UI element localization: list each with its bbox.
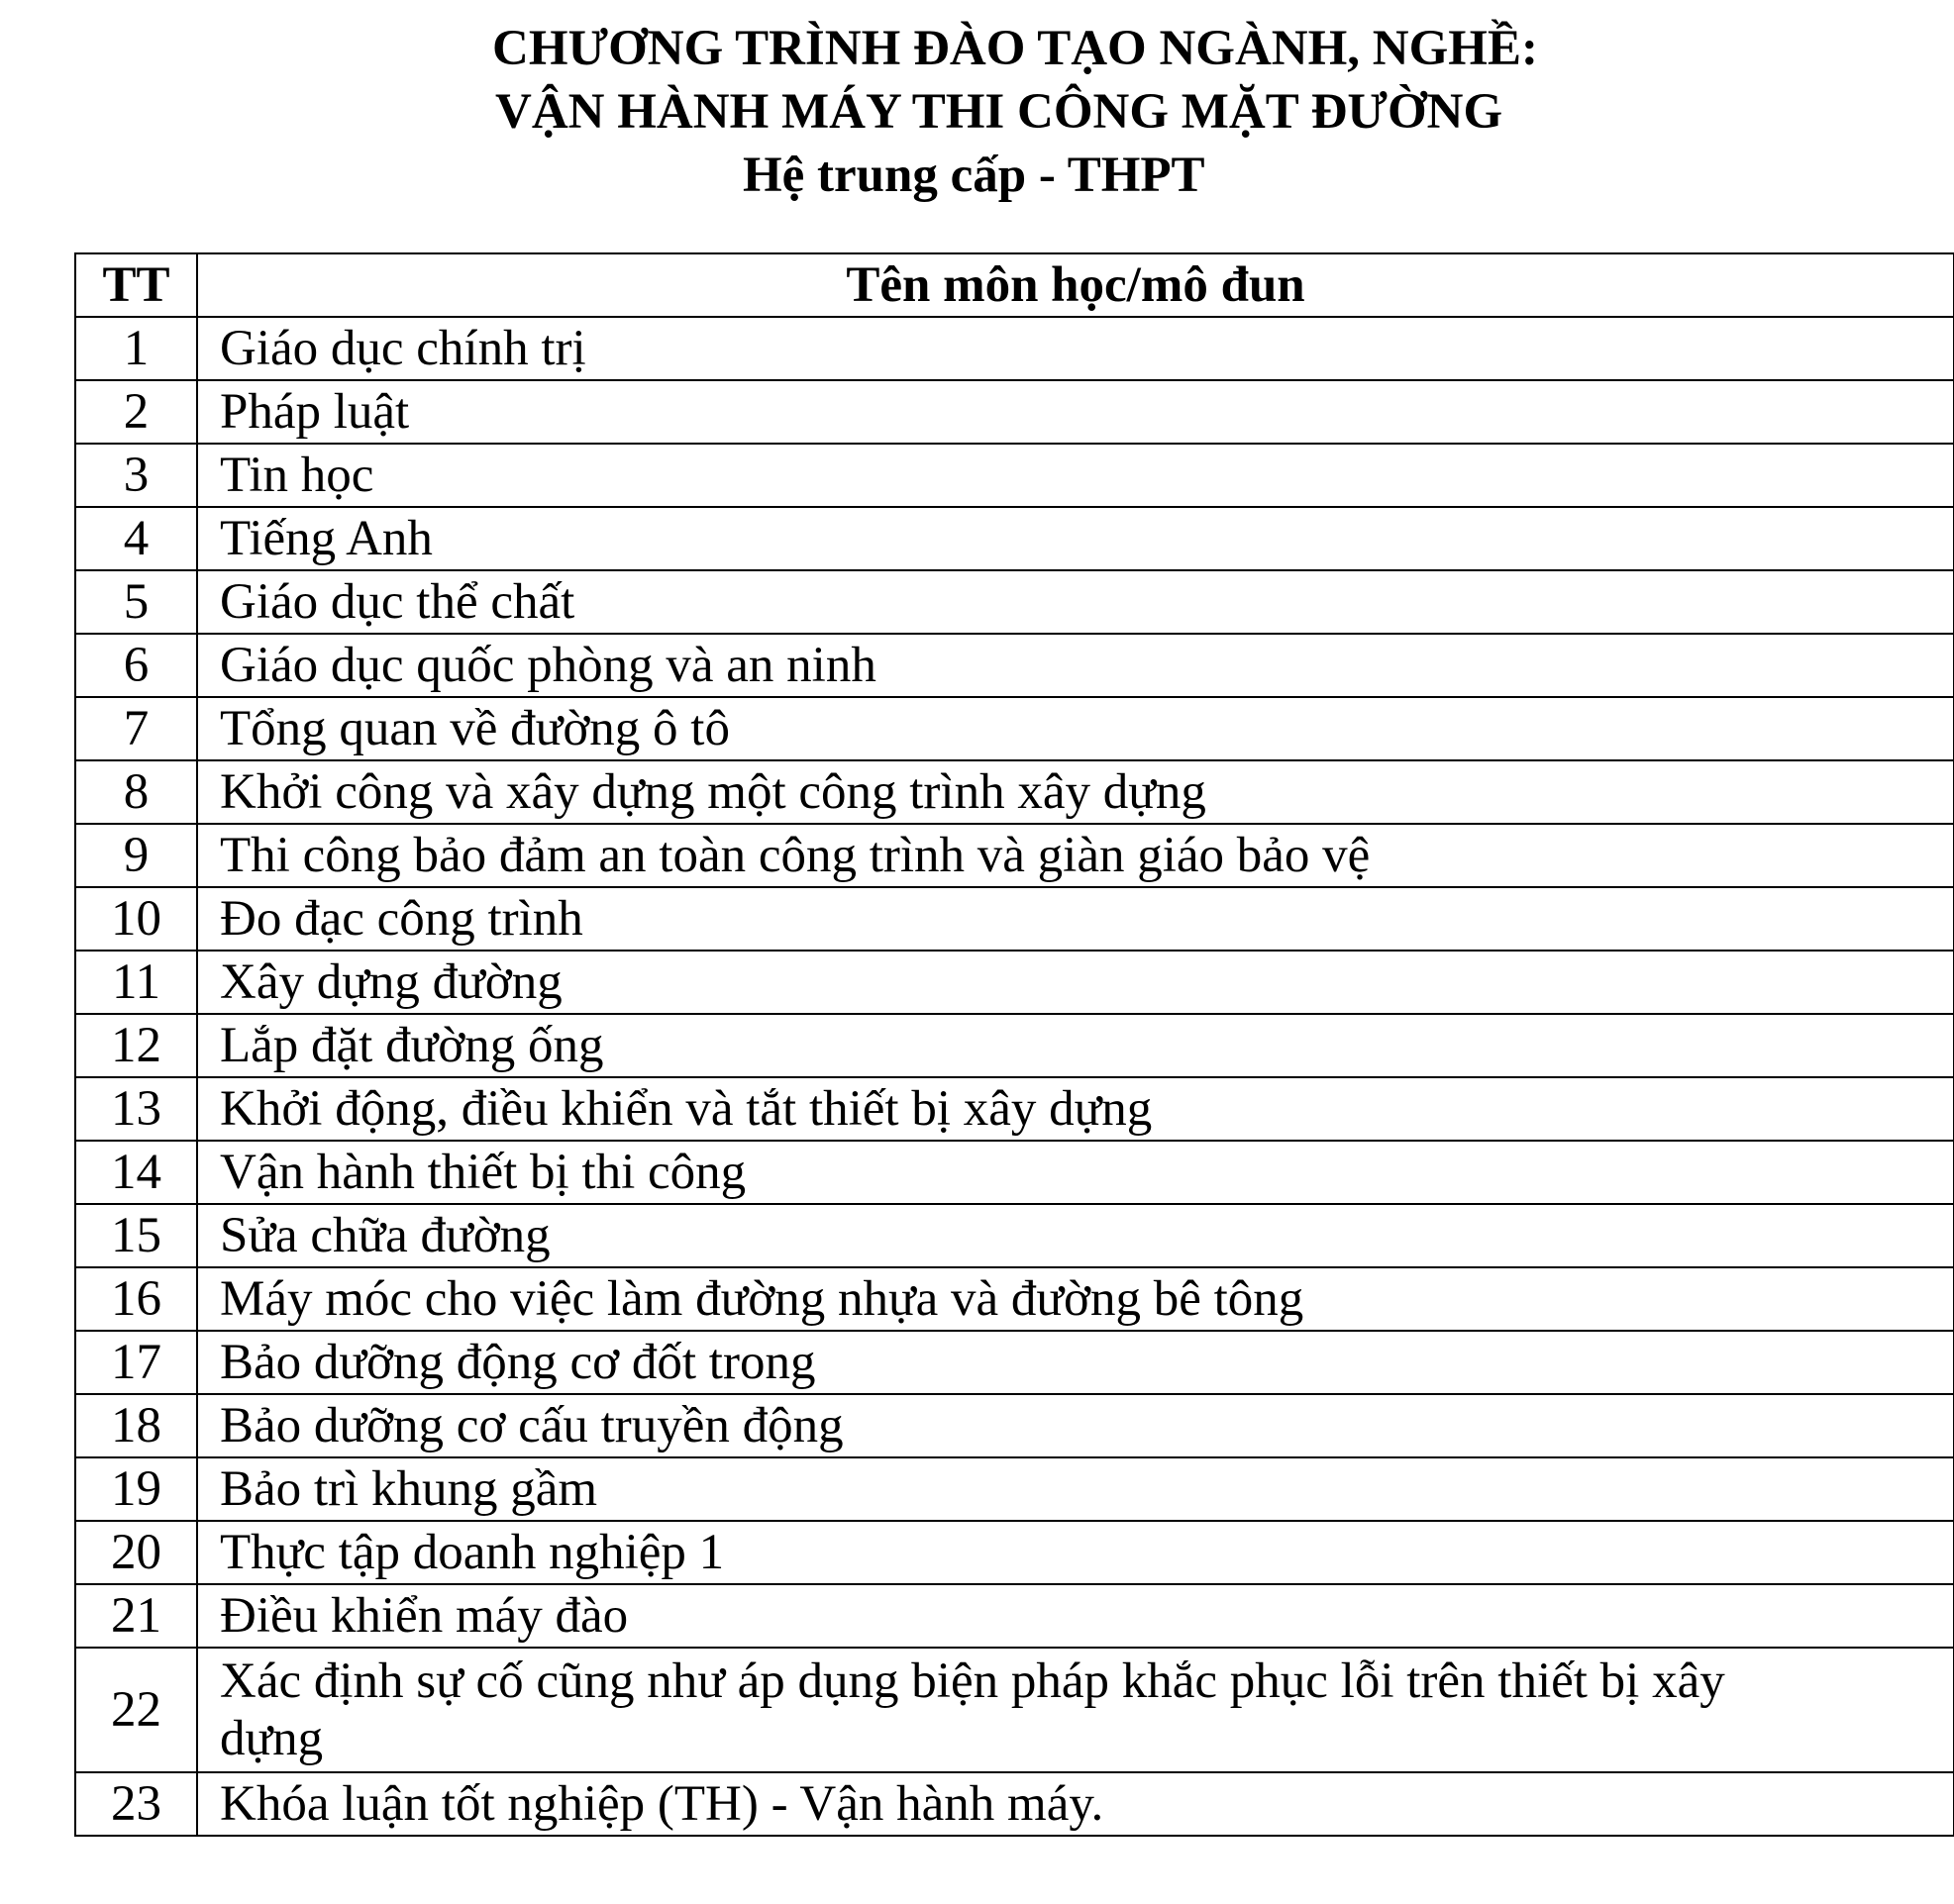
course-name: Điều khiển máy đào bbox=[197, 1584, 1954, 1648]
table-row bbox=[75, 634, 1954, 697]
row-number: 11 bbox=[75, 951, 197, 1014]
course-name: Bảo dưỡng động cơ đốt trong bbox=[197, 1331, 1954, 1394]
course-name: Khóa luận tốt nghiệp (TH) - Vận hành máy. bbox=[197, 1772, 1954, 1836]
course-name: Khởi động, điều khiển và tắt thiết bị xây dựng bbox=[197, 1077, 1954, 1141]
course-name: Giáo dục quốc phòng và an ninh bbox=[197, 634, 1954, 697]
table-row bbox=[75, 1521, 1954, 1584]
course-name: Tổng quan về đường ô tô bbox=[197, 697, 1954, 760]
row-number: 6 bbox=[75, 634, 197, 697]
document-subtitle: VẬN HÀNH MÁY THI CÔNG MẶT ĐƯỜNG bbox=[495, 84, 1503, 140]
course-name: Thực tập doanh nghiệp 1 bbox=[197, 1521, 1954, 1584]
table-row bbox=[75, 1204, 1954, 1267]
row-number: 10 bbox=[75, 887, 197, 951]
table-row bbox=[75, 380, 1954, 444]
course-table-body bbox=[75, 317, 1954, 1836]
table-row bbox=[75, 1141, 1954, 1204]
table-row bbox=[75, 507, 1954, 570]
row-number: 4 bbox=[75, 507, 197, 570]
header-course-name: Tên môn học/mô đun bbox=[197, 253, 1954, 317]
row-number: 12 bbox=[75, 1014, 197, 1077]
table-row bbox=[75, 1014, 1954, 1077]
document-title: CHƯƠNG TRÌNH ĐÀO TẠO NGÀNH, NGHỀ: bbox=[492, 21, 1538, 76]
table-row bbox=[75, 317, 1954, 380]
row-number: 1 bbox=[75, 317, 197, 380]
table-row bbox=[75, 1457, 1954, 1521]
table-row bbox=[75, 887, 1954, 951]
row-number: 15 bbox=[75, 1204, 197, 1267]
course-name: Xác định sự cố cũng như áp dụng biện pháp khắc phục lỗi trên thiết bị xây dựng bbox=[197, 1648, 1954, 1772]
course-name: Đo đạc công trình bbox=[197, 887, 1954, 951]
course-name: Máy móc cho việc làm đường nhựa và đường bê tông bbox=[197, 1267, 1954, 1331]
course-name: Giáo dục thể chất bbox=[197, 570, 1954, 634]
table-row bbox=[75, 1267, 1954, 1331]
table-row bbox=[75, 444, 1954, 507]
table-row bbox=[75, 1772, 1954, 1836]
course-table bbox=[74, 252, 1954, 1837]
row-number: 22 bbox=[75, 1648, 197, 1772]
row-number: 13 bbox=[75, 1077, 197, 1141]
header-tt: TT bbox=[75, 253, 197, 317]
course-name: Giáo dục chính trị bbox=[197, 317, 1954, 380]
course-name: Thi công bảo đảm an toàn công trình và giàn giáo bảo vệ bbox=[197, 824, 1954, 887]
row-number: 8 bbox=[75, 760, 197, 824]
program-level: Hệ trung cấp - THPT bbox=[743, 148, 1205, 203]
row-number: 21 bbox=[75, 1584, 197, 1648]
course-name: Bảo dưỡng cơ cấu truyền động bbox=[197, 1394, 1954, 1457]
course-name: Vận hành thiết bị thi công bbox=[197, 1141, 1954, 1204]
table-header-row bbox=[75, 253, 1954, 317]
course-name: Xây dựng đường bbox=[197, 951, 1954, 1014]
row-number: 17 bbox=[75, 1331, 197, 1394]
course-name: Sửa chữa đường bbox=[197, 1204, 1954, 1267]
table-row bbox=[75, 570, 1954, 634]
row-number: 14 bbox=[75, 1141, 197, 1204]
course-name: Tin học bbox=[197, 444, 1954, 507]
table-row bbox=[75, 951, 1954, 1014]
table-row bbox=[75, 1077, 1954, 1141]
row-number: 7 bbox=[75, 697, 197, 760]
row-number: 9 bbox=[75, 824, 197, 887]
row-number: 3 bbox=[75, 444, 197, 507]
course-name: Bảo trì khung gầm bbox=[197, 1457, 1954, 1521]
course-name: Lắp đặt đường ống bbox=[197, 1014, 1954, 1077]
document-title-block bbox=[0, 14, 1954, 212]
row-number: 16 bbox=[75, 1267, 197, 1331]
table-row bbox=[75, 1584, 1954, 1648]
row-number: 20 bbox=[75, 1521, 197, 1584]
row-number: 19 bbox=[75, 1457, 197, 1521]
row-number: 18 bbox=[75, 1394, 197, 1457]
row-number: 2 bbox=[75, 380, 197, 444]
course-name: Khởi công và xây dựng một công trình xây dựng bbox=[197, 760, 1954, 824]
table-row bbox=[75, 1648, 1954, 1772]
table-row bbox=[75, 760, 1954, 824]
course-name: Pháp luật bbox=[197, 380, 1954, 444]
table-row bbox=[75, 1331, 1954, 1394]
table-row bbox=[75, 697, 1954, 760]
row-number: 5 bbox=[75, 570, 197, 634]
table-row bbox=[75, 824, 1954, 887]
table-row bbox=[75, 1394, 1954, 1457]
row-number: 23 bbox=[75, 1772, 197, 1836]
course-name: Tiếng Anh bbox=[197, 507, 1954, 570]
